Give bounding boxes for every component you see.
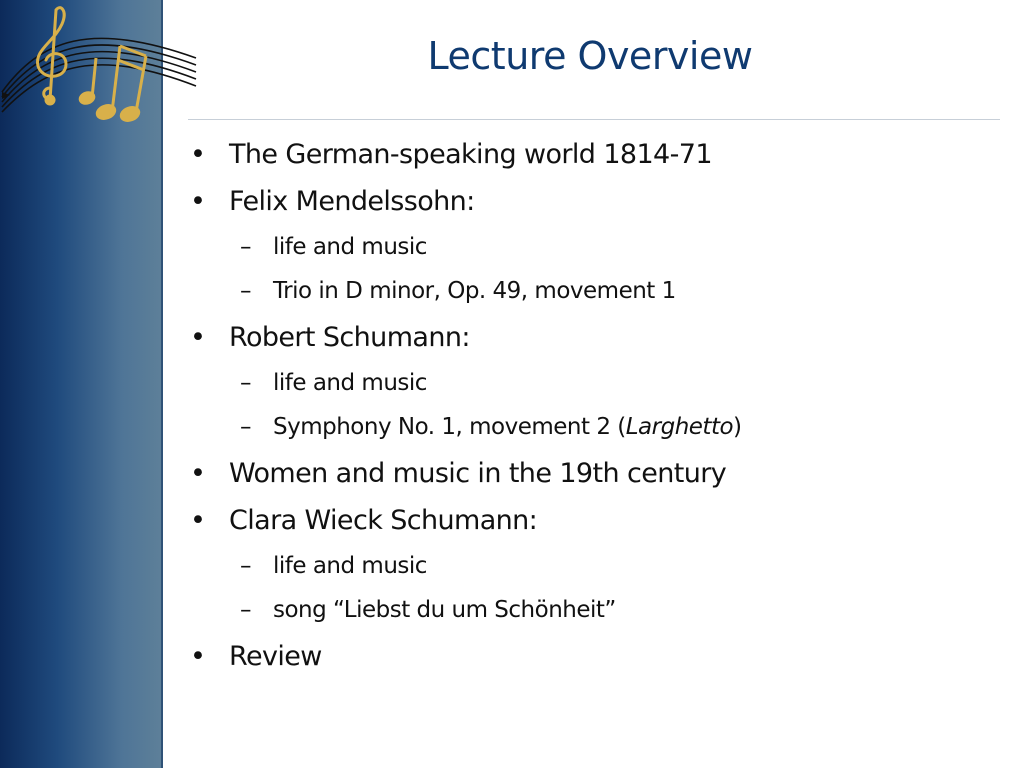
music-notes-icon	[79, 46, 146, 123]
music-decoration	[0, 0, 200, 130]
dash-glyph: –	[240, 597, 251, 623]
bullet-list	[190, 135, 990, 670]
bullet-glyph: •	[190, 505, 206, 536]
bullet-item	[190, 507, 990, 534]
sub-bullet-item	[190, 599, 990, 622]
sub-bullet-item	[190, 372, 990, 395]
bullet-item	[190, 460, 990, 487]
bullet-glyph: •	[190, 641, 206, 672]
bullet-text: Felix Mendelssohn:	[229, 186, 475, 217]
sub-bullet-item	[190, 555, 990, 578]
sub-bullet-text: song “Liebst du um Schönheit”	[273, 597, 616, 623]
bullet-glyph: •	[190, 139, 206, 170]
bullet-item	[190, 643, 990, 670]
slide-title: Lecture Overview	[427, 34, 753, 78]
sub-bullet-text: life and music	[273, 370, 427, 396]
bullet-text: Women and music in the 19th century	[229, 458, 727, 489]
bullet-text: Review	[229, 641, 322, 672]
dash-glyph: –	[240, 370, 251, 396]
sub-bullet-text: life and music	[273, 553, 427, 579]
sub-bullet-text	[273, 414, 742, 440]
bullet-text: Robert Schumann:	[229, 322, 470, 353]
bullet-item	[190, 188, 990, 215]
sub-bullet-text: life and music	[273, 234, 427, 260]
dash-glyph: –	[240, 553, 251, 579]
sub-bullet-text-after: )	[733, 414, 742, 440]
bullet-glyph: •	[190, 186, 206, 217]
sub-bullet-item	[190, 416, 990, 439]
bullet-item	[190, 324, 990, 351]
sub-bullet-text-before: Symphony No. 1, movement 2 (	[273, 414, 626, 440]
dash-glyph: –	[240, 278, 251, 304]
bullet-item	[190, 141, 990, 168]
dash-glyph: –	[240, 234, 251, 260]
dash-glyph: –	[240, 414, 251, 440]
bullet-glyph: •	[190, 458, 206, 489]
bullet-glyph: •	[190, 322, 206, 353]
treble-clef-icon	[37, 8, 66, 104]
music-staff-icon	[2, 38, 196, 112]
bullet-text: The German-speaking world 1814-71	[229, 139, 712, 170]
bullet-text: Clara Wieck Schumann:	[229, 505, 538, 536]
sub-bullet-text-italic: Larghetto	[625, 414, 734, 440]
sub-bullet-item	[190, 280, 990, 303]
sub-bullet-item	[190, 236, 990, 259]
sub-bullet-text: Trio in D minor, Op. 49, movement 1	[273, 278, 676, 304]
title-divider	[188, 119, 1000, 120]
